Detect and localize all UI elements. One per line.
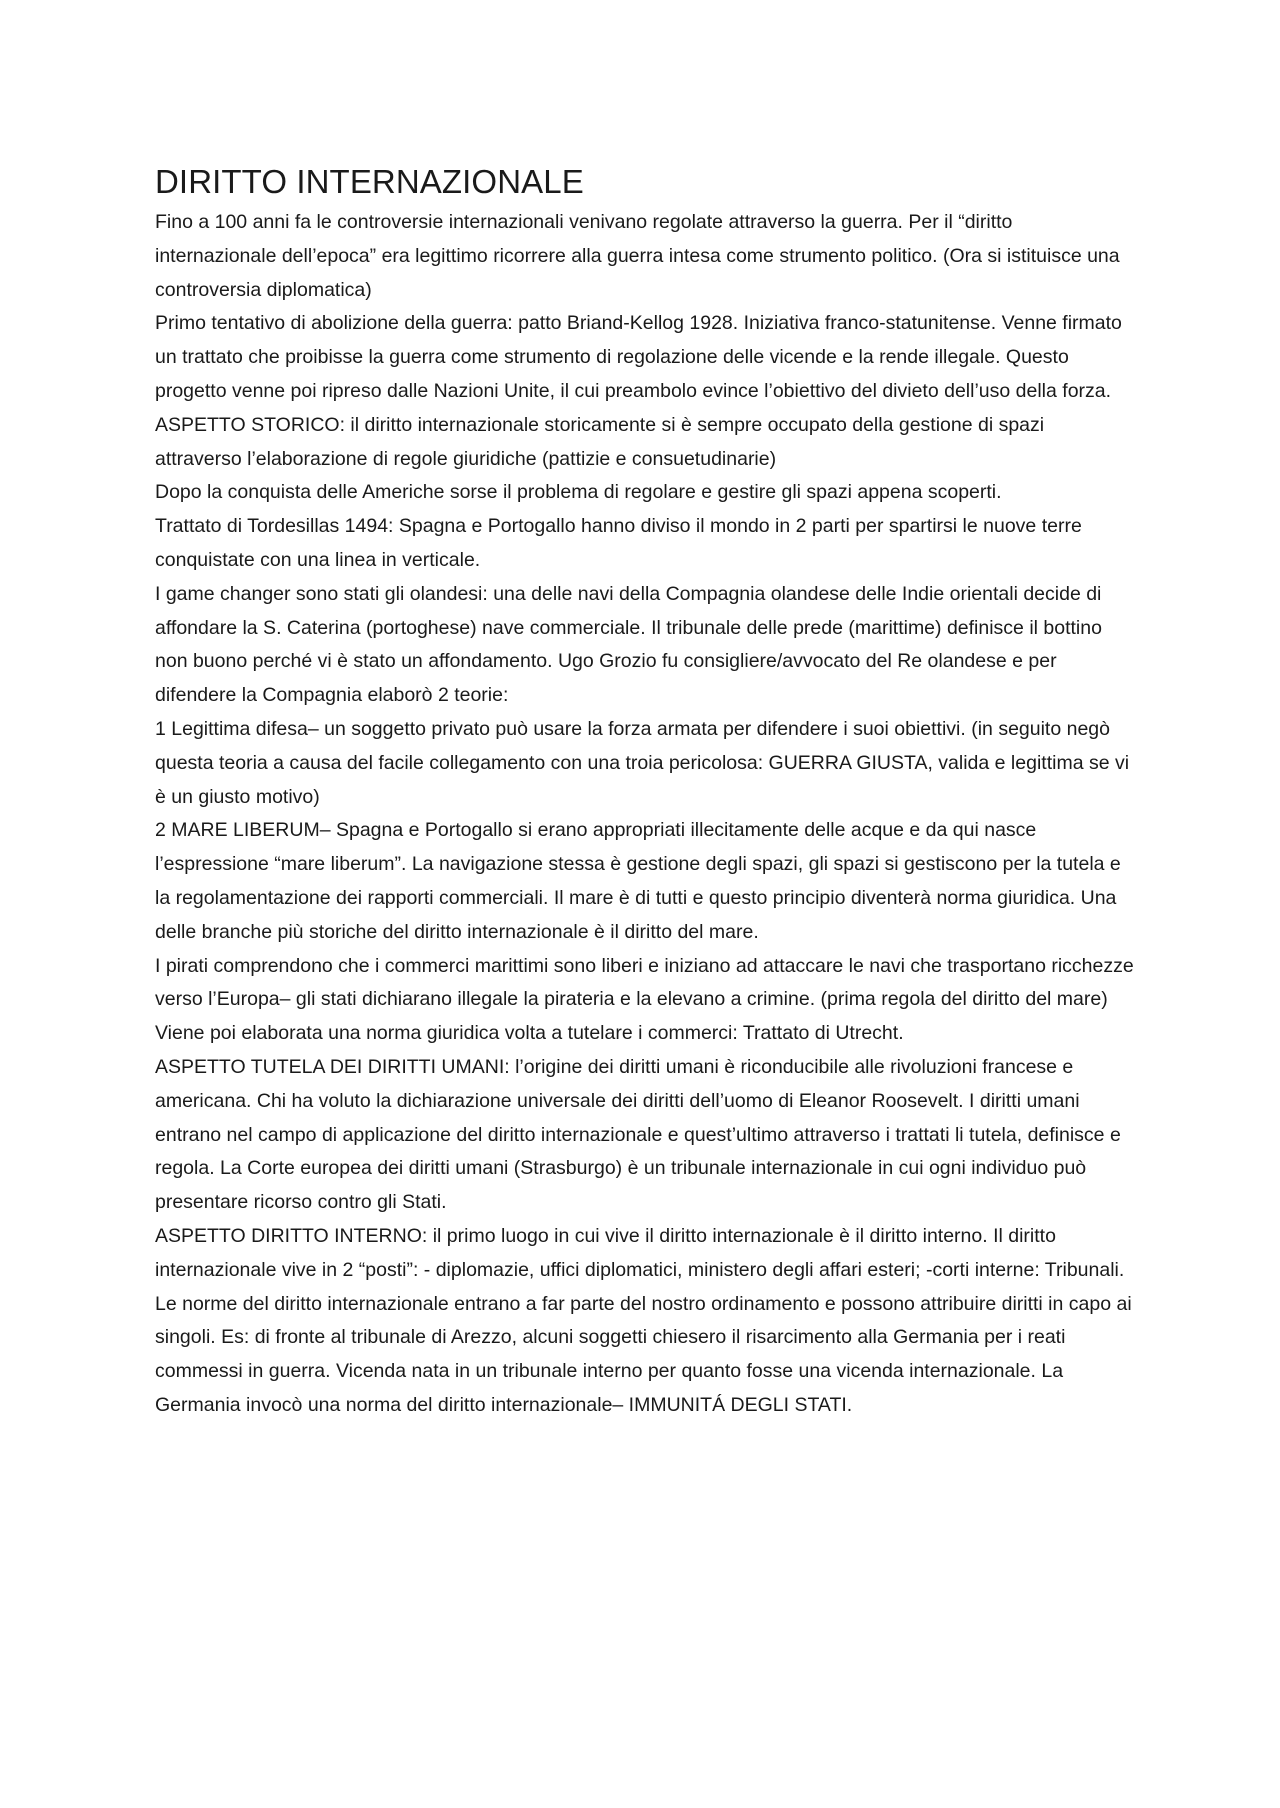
paragraph-intro: Fino a 100 anni fa le controversie internazionali venivano regolate attraverso la guerra. Per il “diritto internazionale dell’epoca” era legittimo ricorrere alla guerra intesa come strumento politico. (Ora si istituisce una controversia diplomatica) [155,211,1120,301]
document-title: DIRITTO INTERNAZIONALE [155,163,584,200]
document-content [155,160,1135,1423]
paragraph-briand-kellog: Primo tentativo di abolizione della guerra: patto Briand-Kellog 1928. Iniziativa franco-statunitense. Venne firmato un trattato che proibisse la guerra come strumento di regolazione delle vicende e la rende illegale. Questo progetto venne poi ripreso dalle Nazioni Unite, il cui preambolo evince l’obiettivo del divieto dell’uso della forza. [155,312,1122,402]
paragraph-diritto-interno: ASPETTO DIRITTO INTERNO: il primo luogo in cui vive il diritto internazionale è il diritto interno. Il diritto internazionale vive in 2 “posti”: - diplomazie, uffici diplomatici, ministero degli affari esteri; -corti interne: Tribunali. [155,1224,1125,1281]
paragraph-norme: Le norme del diritto internazionale entrano a far parte del nostro ordinamento e possono attribuire diritti in capo ai singoli. Es: di fronte al tribunale di Arezzo, alcuni soggetti chiesero il risarcimento alla Germania per i reati commessi in guerra. Vicenda nata in un tribunale interno per quanto fosse una vicenda internazionale. La Germania invocò una norma del diritto internazionale– IMMUNITÁ DEGLI STATI. [155,1292,1132,1416]
paragraph-aspetto-storico: ASPETTO STORICO: il diritto internazionale storicamente si è sempre occupato della gestione di spazi attraverso l’elaborazione di regole giuridiche (pattizie e consuetudinarie) [155,413,1045,470]
paragraph-tordesillas: Trattato di Tordesillas 1494: Spagna e Portogallo hanno diviso il mondo in 2 parti per spartirsi le nuove terre conquistate con una linea in verticale. [155,515,1082,571]
paragraph-olandesi: I game changer sono stati gli olandesi: una delle navi della Compagnia olandese delle Indie orientali decide di affondare la S. Caterina (portoghese) nave commerciale. Il tribunale delle prede (marittime) definisce il bottino non buono perché vi è stato un affondamento. Ugo Grozio fu consigliere/avvocato del Re olandese e per difendere la Compagnia elaborò 2 teorie: [155,582,1102,707]
paragraph-americhe: Dopo la conquista delle Americhe sorse il problema di regolare e gestire gli spazi appena scoperti. [155,481,1002,504]
paragraph-pirati: I pirati comprendono che i commerci marittimi sono liberi e iniziano ad attaccare le navi che trasportano ricchezze verso l’Europa– gli stati dichiarano illegale la pirateria e la elevano a crimine. (prima regola del diritto del mare) Viene poi elaborata una norma giuridica volta a tutelare i commerci: Trattato di Utrecht. [155,954,1134,1045]
document-body [155,206,1135,1423]
paragraph-mare-liberum: 2 MARE LIBERUM– Spagna e Portogallo si erano appropriati illecitamente delle acque e da qui nasce l’espressione “mare liberum”. La navigazione stessa è gestione degli spazi, gli spazi si gestiscono per la tutela e la regolamentazione dei rapporti commerciali. Il mare è di tutti e questo principio diventerà norma giuridica. Una delle branche più storiche del diritto internazionale è il diritto del mare. [155,819,1121,943]
paragraph-legittima-difesa: 1 Legittima difesa– un soggetto privato può usare la forza armata per difendere i suoi obiettivi. (in seguito negò questa teoria a causa del facile collegamento con una troia pericolosa: GUERRA GIUSTA, valida e legittima se vi è un giusto motivo) [155,717,1130,808]
paragraph-diritti-umani: ASPETTO TUTELA DEI DIRITTI UMANI: l’origine dei diritti umani è riconducibile alle rivoluzioni francese e americana. Chi ha voluto la dichiarazione universale dei diritti dell’uomo di Eleanor Roosevelt. I diritti umani entrano nel campo di applicazione del diritto internazionale e quest’ultimo attraverso i trattati li tutela, definisce e regola. La Corte europea dei diritti umani (Strasburgo) è un tribunale internazionale in cui ogni individuo può presentare ricorso contro gli Stati. [155,1055,1121,1214]
